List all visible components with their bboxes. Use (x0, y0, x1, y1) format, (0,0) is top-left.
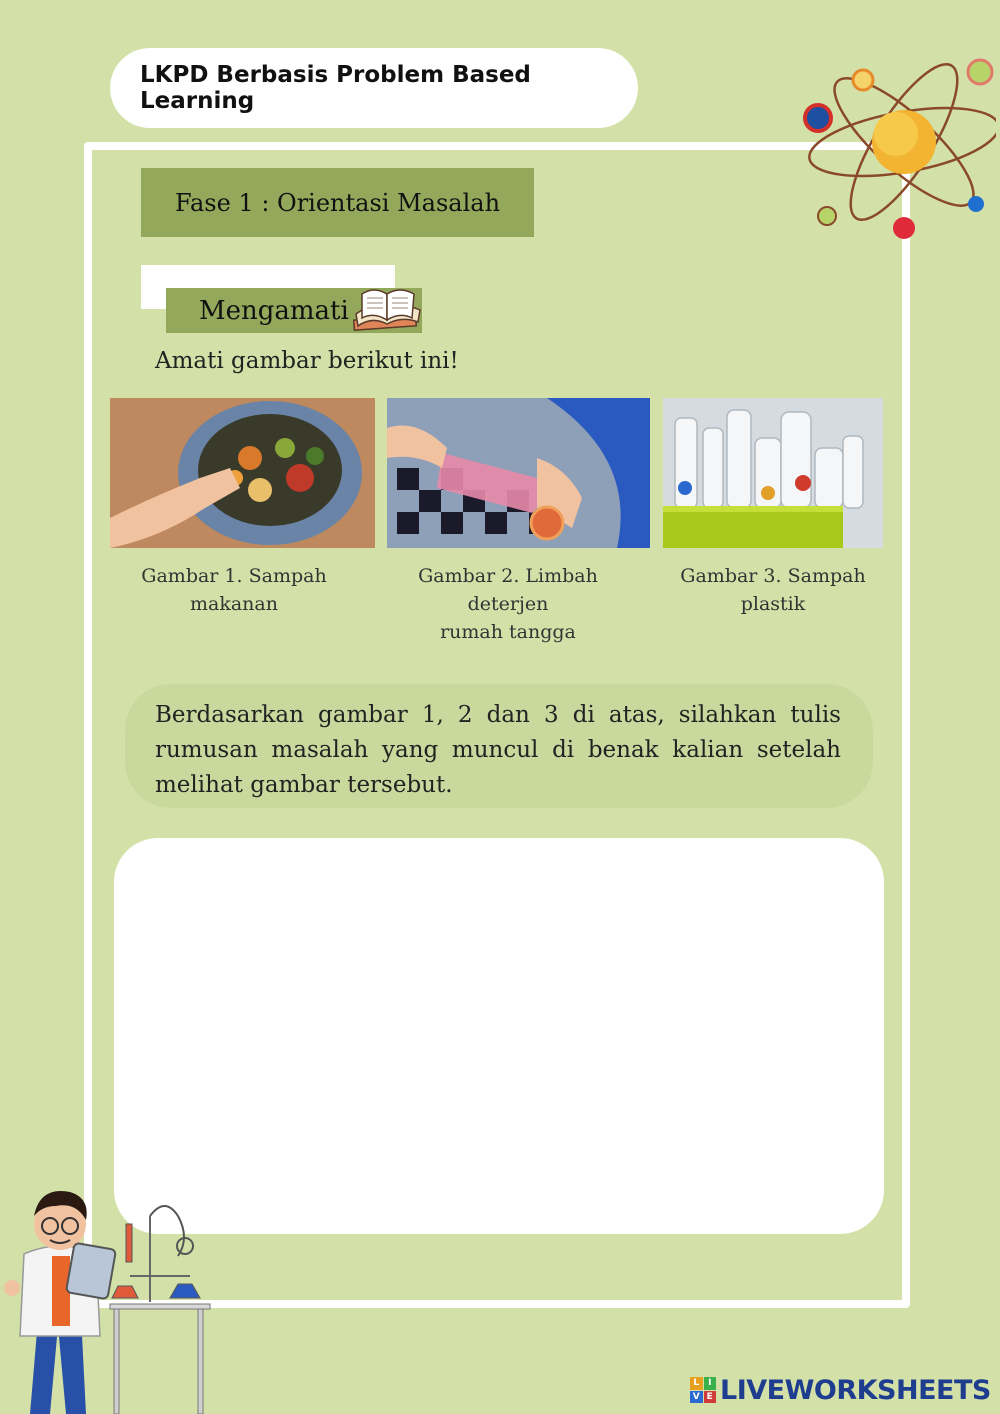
detergent-waste-photo (387, 398, 650, 548)
food-waste-photo (110, 398, 375, 548)
phase-heading: Fase 1 : Orientasi Masalah (141, 168, 534, 237)
worksheet-title: LKPD Berbasis Problem Based Learning (110, 48, 638, 128)
answer-field[interactable] (114, 838, 884, 1234)
figure-caption: Gambar 1. Sampah makanan (141, 565, 327, 615)
figure-caption: Gambar 2. Limbah deterjen rumah tangga (418, 565, 598, 643)
scientist-illustration (0, 1176, 220, 1414)
plastic-waste-photo (663, 398, 883, 548)
liveworksheets-brand (690, 1374, 991, 1406)
instruction-text: Amati gambar berikut ini! (155, 348, 459, 374)
open-book-icon (348, 280, 426, 338)
question-prompt: Berdasarkan gambar 1, 2 dan 3 di atas, silahkan tulis rumusan masalah yang muncul di benak kalian setelah melihat gambar tersebut. (125, 684, 873, 808)
figure-caption: Gambar 3. Sampah plastik (680, 565, 866, 615)
section-heading: Mengamati (166, 288, 422, 333)
liveworksheets-logo-icon: L I V E (690, 1377, 716, 1403)
atom-icon (796, 52, 996, 244)
brand-name: LIVEWORKSHEETS (720, 1374, 991, 1406)
